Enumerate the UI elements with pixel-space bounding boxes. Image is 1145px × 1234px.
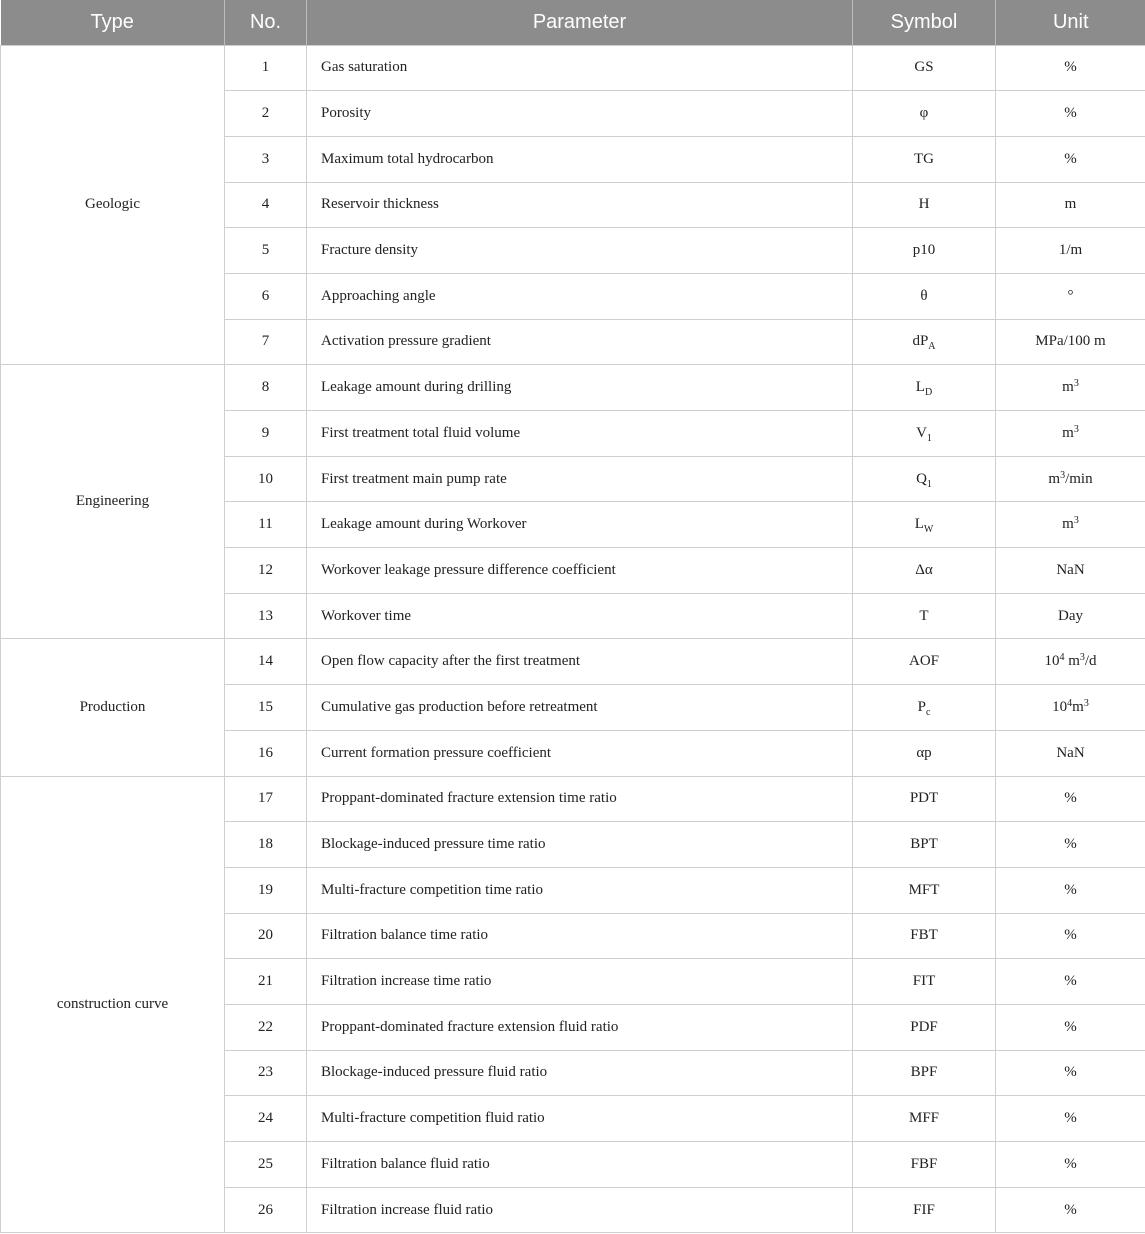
row-unit: % [996,1142,1145,1188]
group-construction-curve: construction curve [1,776,225,1233]
row-unit: % [996,1096,1145,1142]
row-symbol: $P_c$ [853,685,996,731]
row-parameter: First treatment total fluid volume [307,411,853,457]
row-unit: $10^4$ $m^3/d$ [996,639,1145,685]
group-engineering: Engineering [1,365,225,639]
row-parameter: Fracture density [307,228,853,274]
row-symbol: $L_D$ [853,365,996,411]
row-symbol: AOF [853,639,996,685]
row-unit: % [996,1004,1145,1050]
row-unit: % [996,1050,1145,1096]
row-no: 15 [225,685,307,731]
row-no: 20 [225,913,307,959]
row-parameter: Activation pressure gradient [307,319,853,365]
row-symbol: $L_W$ [853,502,996,548]
row-parameter: Blockage-induced pressure time ratio [307,822,853,868]
row-unit: m [996,182,1145,228]
row-symbol: θ [853,273,996,319]
table-row [1,365,1145,411]
row-no: 13 [225,593,307,639]
row-symbol: $V_1$ [853,411,996,457]
table-row [1,776,1145,822]
row-parameter: Filtration balance time ratio [307,913,853,959]
row-symbol: FIF [853,1187,996,1233]
table-row [1,45,1145,91]
table-body [1,45,1145,1233]
row-parameter: Approaching angle [307,273,853,319]
group-geologic: Geologic [1,45,225,365]
group-production: Production [1,639,225,776]
row-no: 22 [225,1004,307,1050]
row-symbol: FBT [853,913,996,959]
row-symbol: BPF [853,1050,996,1096]
row-no: 6 [225,273,307,319]
row-no: 1 [225,45,307,91]
row-parameter: Open flow capacity after the first treatment [307,639,853,685]
row-parameter: First treatment main pump rate [307,456,853,502]
row-parameter: Multi-fracture competition fluid ratio [307,1096,853,1142]
row-parameter: Leakage amount during drilling [307,365,853,411]
row-symbol: H [853,182,996,228]
row-symbol: PDF [853,1004,996,1050]
row-unit: % [996,913,1145,959]
row-symbol: MFT [853,867,996,913]
row-unit: ° [996,273,1145,319]
row-symbol: MFF [853,1096,996,1142]
header-no: No. [225,0,307,45]
row-symbol: αp [853,730,996,776]
row-parameter: Filtration balance fluid ratio [307,1142,853,1188]
header-unit: Unit [996,0,1145,45]
header-row [1,0,1145,45]
row-symbol: $dP_A$ [853,319,996,365]
row-no: 18 [225,822,307,868]
row-symbol: FIT [853,959,996,1005]
row-parameter: Cumulative gas production before retreatment [307,685,853,731]
row-unit: $m^3$ [996,502,1145,548]
row-unit: % [996,822,1145,868]
row-no: 19 [225,867,307,913]
row-parameter: Porosity [307,91,853,137]
row-no: 23 [225,1050,307,1096]
row-no: 11 [225,502,307,548]
row-unit: $10^4m^3$ [996,685,1145,731]
row-parameter: Multi-fracture competition time ratio [307,867,853,913]
row-parameter: Filtration increase time ratio [307,959,853,1005]
row-unit: % [996,959,1145,1005]
row-unit: $m^3/\min$ [996,456,1145,502]
row-parameter: Maximum total hydrocarbon [307,136,853,182]
row-symbol: GS [853,45,996,91]
row-symbol: PDT [853,776,996,822]
row-parameter: Reservoir thickness [307,182,853,228]
row-parameter: Workover leakage pressure difference coefficient [307,548,853,594]
row-no: 5 [225,228,307,274]
row-unit: % [996,136,1145,182]
row-no: 24 [225,1096,307,1142]
row-no: 7 [225,319,307,365]
row-parameter: Proppant-dominated fracture extension time ratio [307,776,853,822]
row-no: 14 [225,639,307,685]
row-unit: % [996,867,1145,913]
row-unit: $m^3$ [996,411,1145,457]
row-unit: % [996,91,1145,137]
row-unit: MPa/100 m [996,319,1145,365]
row-unit: NaN [996,548,1145,594]
row-parameter: Filtration increase fluid ratio [307,1187,853,1233]
row-symbol: FBF [853,1142,996,1188]
row-unit: $m^3$ [996,365,1145,411]
row-parameter: Gas saturation [307,45,853,91]
row-parameter: Leakage amount during Workover [307,502,853,548]
row-unit: % [996,45,1145,91]
row-symbol: T [853,593,996,639]
row-symbol: φ [853,91,996,137]
row-no: 2 [225,91,307,137]
row-unit: NaN [996,730,1145,776]
row-no: 21 [225,959,307,1005]
row-no: 9 [225,411,307,457]
header-symbol: Symbol [853,0,996,45]
row-unit: Day [996,593,1145,639]
row-no: 4 [225,182,307,228]
row-symbol: $Q_1$ [853,456,996,502]
row-parameter: Proppant-dominated fracture extension fluid ratio [307,1004,853,1050]
row-no: 26 [225,1187,307,1233]
row-unit: % [996,1187,1145,1233]
row-no: 10 [225,456,307,502]
row-no: 16 [225,730,307,776]
row-no: 25 [225,1142,307,1188]
table-row [1,639,1145,685]
row-symbol: TG [853,136,996,182]
row-unit: % [996,776,1145,822]
row-parameter: Workover time [307,593,853,639]
row-parameter: Current formation pressure coefficient [307,730,853,776]
row-symbol: BPT [853,822,996,868]
row-no: 17 [225,776,307,822]
row-no: 12 [225,548,307,594]
row-parameter: Blockage-induced pressure fluid ratio [307,1050,853,1096]
header-parameter: Parameter [307,0,853,45]
row-symbol: Δα [853,548,996,594]
row-no: 3 [225,136,307,182]
row-unit: 1/m [996,228,1145,274]
row-symbol: p10 [853,228,996,274]
row-no: 8 [225,365,307,411]
header-type: Type [1,0,225,45]
